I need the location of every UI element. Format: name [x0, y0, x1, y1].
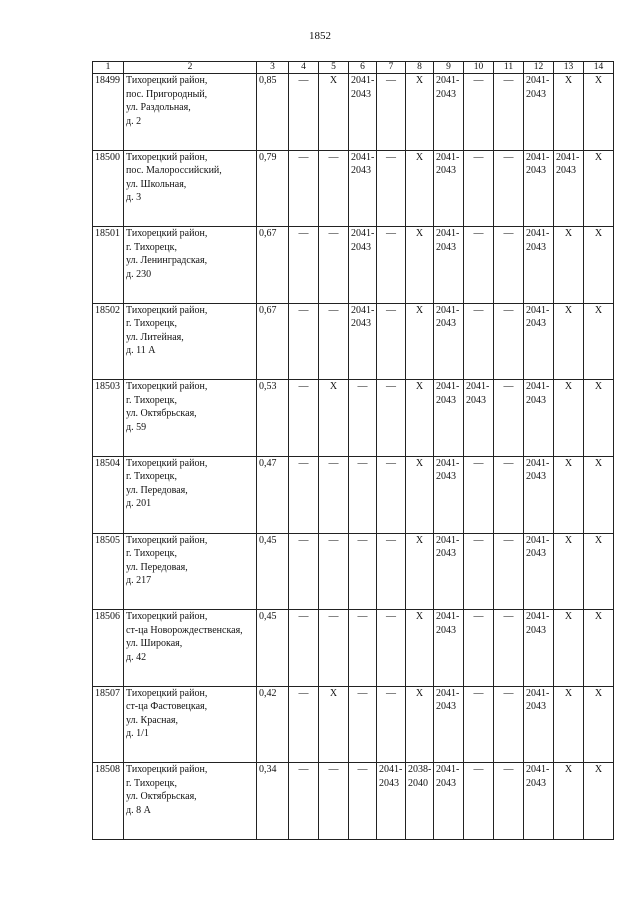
cell-col-12: 2041- 2043 [524, 74, 554, 151]
cell-col-10: — [464, 74, 494, 151]
column-header: 6 [349, 62, 377, 74]
column-header: 1 [93, 62, 124, 74]
table-row [93, 763, 614, 840]
registry-table [92, 61, 614, 840]
cell-col-14: X [584, 763, 614, 840]
cell-col-14: X [584, 227, 614, 304]
cell-col-8: X [406, 533, 434, 610]
row-number: 18507 [93, 686, 124, 763]
cell-col-12: 2041- 2043 [524, 303, 554, 380]
cell-col-14: X [584, 303, 614, 380]
row-number: 18505 [93, 533, 124, 610]
cell-col-14: X [584, 74, 614, 151]
cell-col-5: — [319, 456, 349, 533]
cell-col-4: — [289, 380, 319, 457]
cell-col-11: — [494, 686, 524, 763]
value-cell: 0,45 [257, 533, 289, 610]
cell-col-12: 2041- 2043 [524, 380, 554, 457]
cell-col-13: X [554, 303, 584, 380]
address-cell: Тихорецкий район, пос. Пригородный, ул. Раздольная, д. 2 [124, 74, 257, 151]
value-cell: 0,45 [257, 610, 289, 687]
cell-col-6: — [349, 686, 377, 763]
address-cell: Тихорецкий район, ст-ца Новорождественская, ул. Широкая, д. 42 [124, 610, 257, 687]
cell-col-4: — [289, 533, 319, 610]
cell-col-7: — [377, 150, 406, 227]
cell-col-8: X [406, 74, 434, 151]
row-number: 18506 [93, 610, 124, 687]
cell-col-6: — [349, 380, 377, 457]
cell-col-8: X [406, 380, 434, 457]
table-row [93, 150, 614, 227]
cell-col-9: 2041- 2043 [434, 686, 464, 763]
value-cell: 0,53 [257, 380, 289, 457]
table-body [93, 74, 614, 840]
column-header: 14 [584, 62, 614, 74]
cell-col-9: 2041- 2043 [434, 610, 464, 687]
cell-col-13: X [554, 74, 584, 151]
table-row [93, 227, 614, 304]
cell-col-8: X [406, 686, 434, 763]
address-cell: Тихорецкий район, ст-ца Фастовецкая, ул. Красная, д. 1/1 [124, 686, 257, 763]
cell-col-10: — [464, 533, 494, 610]
value-cell: 0,47 [257, 456, 289, 533]
cell-col-10: 2041- 2043 [464, 380, 494, 457]
row-number: 18499 [93, 74, 124, 151]
cell-col-5: — [319, 303, 349, 380]
value-cell: 0,42 [257, 686, 289, 763]
cell-col-10: — [464, 456, 494, 533]
value-cell: 0,34 [257, 763, 289, 840]
cell-col-11: — [494, 533, 524, 610]
row-number: 18500 [93, 150, 124, 227]
address-cell: Тихорецкий район, пос. Малороссийский, ул. Школьная, д. 3 [124, 150, 257, 227]
cell-col-6: 2041- 2043 [349, 303, 377, 380]
cell-col-11: — [494, 456, 524, 533]
cell-col-5: — [319, 610, 349, 687]
column-header: 7 [377, 62, 406, 74]
cell-col-5: — [319, 763, 349, 840]
cell-col-13: X [554, 533, 584, 610]
cell-col-13: X [554, 686, 584, 763]
cell-col-4: — [289, 303, 319, 380]
cell-col-7: — [377, 380, 406, 457]
cell-col-11: — [494, 150, 524, 227]
cell-col-13: X [554, 227, 584, 304]
cell-col-9: 2041- 2043 [434, 763, 464, 840]
cell-col-14: X [584, 686, 614, 763]
column-header: 12 [524, 62, 554, 74]
table-row [93, 610, 614, 687]
cell-col-13: X [554, 763, 584, 840]
row-number: 18503 [93, 380, 124, 457]
cell-col-14: X [584, 380, 614, 457]
value-cell: 0,67 [257, 227, 289, 304]
value-cell: 0,67 [257, 303, 289, 380]
cell-col-10: — [464, 227, 494, 304]
cell-col-13: X [554, 610, 584, 687]
cell-col-6: — [349, 533, 377, 610]
cell-col-12: 2041- 2043 [524, 150, 554, 227]
column-header: 10 [464, 62, 494, 74]
cell-col-9: 2041- 2043 [434, 227, 464, 304]
cell-col-7: — [377, 74, 406, 151]
cell-col-5: X [319, 380, 349, 457]
cell-col-12: 2041- 2043 [524, 686, 554, 763]
cell-col-12: 2041- 2043 [524, 610, 554, 687]
row-number: 18508 [93, 763, 124, 840]
cell-col-8: 2038- 2040 [406, 763, 434, 840]
cell-col-5: — [319, 533, 349, 610]
cell-col-10: — [464, 763, 494, 840]
address-cell: Тихорецкий район, г. Тихорецк, ул. Октябрьская, д. 59 [124, 380, 257, 457]
cell-col-13: X [554, 456, 584, 533]
address-cell: Тихорецкий район, г. Тихорецк, ул. Передовая, д. 201 [124, 456, 257, 533]
cell-col-8: X [406, 150, 434, 227]
cell-col-11: — [494, 763, 524, 840]
table-row [93, 686, 614, 763]
address-cell: Тихорецкий район, г. Тихорецк, ул. Литейная, д. 11 А [124, 303, 257, 380]
cell-col-4: — [289, 227, 319, 304]
cell-col-6: 2041- 2043 [349, 74, 377, 151]
table-row [93, 456, 614, 533]
cell-col-6: 2041- 2043 [349, 150, 377, 227]
cell-col-11: — [494, 227, 524, 304]
column-header: 4 [289, 62, 319, 74]
cell-col-10: — [464, 150, 494, 227]
row-number: 18502 [93, 303, 124, 380]
cell-col-6: — [349, 456, 377, 533]
cell-col-8: X [406, 456, 434, 533]
column-header: 5 [319, 62, 349, 74]
cell-col-9: 2041- 2043 [434, 150, 464, 227]
cell-col-8: X [406, 303, 434, 380]
cell-col-9: 2041- 2043 [434, 74, 464, 151]
address-cell: Тихорецкий район, г. Тихорецк, ул. Ленинградская, д. 230 [124, 227, 257, 304]
cell-col-4: — [289, 610, 319, 687]
cell-col-7: — [377, 227, 406, 304]
cell-col-10: — [464, 303, 494, 380]
cell-col-13: X [554, 380, 584, 457]
cell-col-5: — [319, 150, 349, 227]
cell-col-7: — [377, 456, 406, 533]
header-row [93, 62, 614, 74]
column-header: 2 [124, 62, 257, 74]
row-number: 18504 [93, 456, 124, 533]
cell-col-6: — [349, 610, 377, 687]
value-cell: 0,85 [257, 74, 289, 151]
cell-col-13: 2041- 2043 [554, 150, 584, 227]
table-row [93, 533, 614, 610]
cell-col-4: — [289, 763, 319, 840]
cell-col-9: 2041- 2043 [434, 533, 464, 610]
cell-col-11: — [494, 74, 524, 151]
table-row [93, 380, 614, 457]
cell-col-11: — [494, 380, 524, 457]
cell-col-12: 2041- 2043 [524, 227, 554, 304]
table-row [93, 303, 614, 380]
cell-col-9: 2041- 2043 [434, 380, 464, 457]
cell-col-4: — [289, 150, 319, 227]
cell-col-14: X [584, 533, 614, 610]
cell-col-14: X [584, 150, 614, 227]
cell-col-11: — [494, 303, 524, 380]
column-header: 13 [554, 62, 584, 74]
column-header: 11 [494, 62, 524, 74]
cell-col-5: — [319, 227, 349, 304]
cell-col-7: — [377, 686, 406, 763]
cell-col-12: 2041- 2043 [524, 533, 554, 610]
cell-col-8: X [406, 610, 434, 687]
address-cell: Тихорецкий район, г. Тихорецк, ул. Октябрьская, д. 8 А [124, 763, 257, 840]
cell-col-4: — [289, 456, 319, 533]
cell-col-12: 2041- 2043 [524, 763, 554, 840]
cell-col-10: — [464, 610, 494, 687]
cell-col-12: 2041- 2043 [524, 456, 554, 533]
cell-col-14: X [584, 456, 614, 533]
cell-col-4: — [289, 74, 319, 151]
row-number: 18501 [93, 227, 124, 304]
cell-col-9: 2041- 2043 [434, 303, 464, 380]
value-cell: 0,79 [257, 150, 289, 227]
cell-col-8: X [406, 227, 434, 304]
cell-col-6: 2041- 2043 [349, 227, 377, 304]
cell-col-5: X [319, 74, 349, 151]
cell-col-5: X [319, 686, 349, 763]
cell-col-6: — [349, 763, 377, 840]
table-header [93, 62, 614, 74]
cell-col-7: — [377, 303, 406, 380]
column-header: 8 [406, 62, 434, 74]
column-header: 9 [434, 62, 464, 74]
cell-col-7: 2041- 2043 [377, 763, 406, 840]
cell-col-7: — [377, 533, 406, 610]
page-number: 1852 [309, 30, 331, 42]
cell-col-4: — [289, 686, 319, 763]
cell-col-14: X [584, 610, 614, 687]
column-header: 3 [257, 62, 289, 74]
cell-col-9: 2041- 2043 [434, 456, 464, 533]
cell-col-10: — [464, 686, 494, 763]
cell-col-7: — [377, 610, 406, 687]
table-row [93, 74, 614, 151]
cell-col-11: — [494, 610, 524, 687]
address-cell: Тихорецкий район, г. Тихорецк, ул. Передовая, д. 217 [124, 533, 257, 610]
